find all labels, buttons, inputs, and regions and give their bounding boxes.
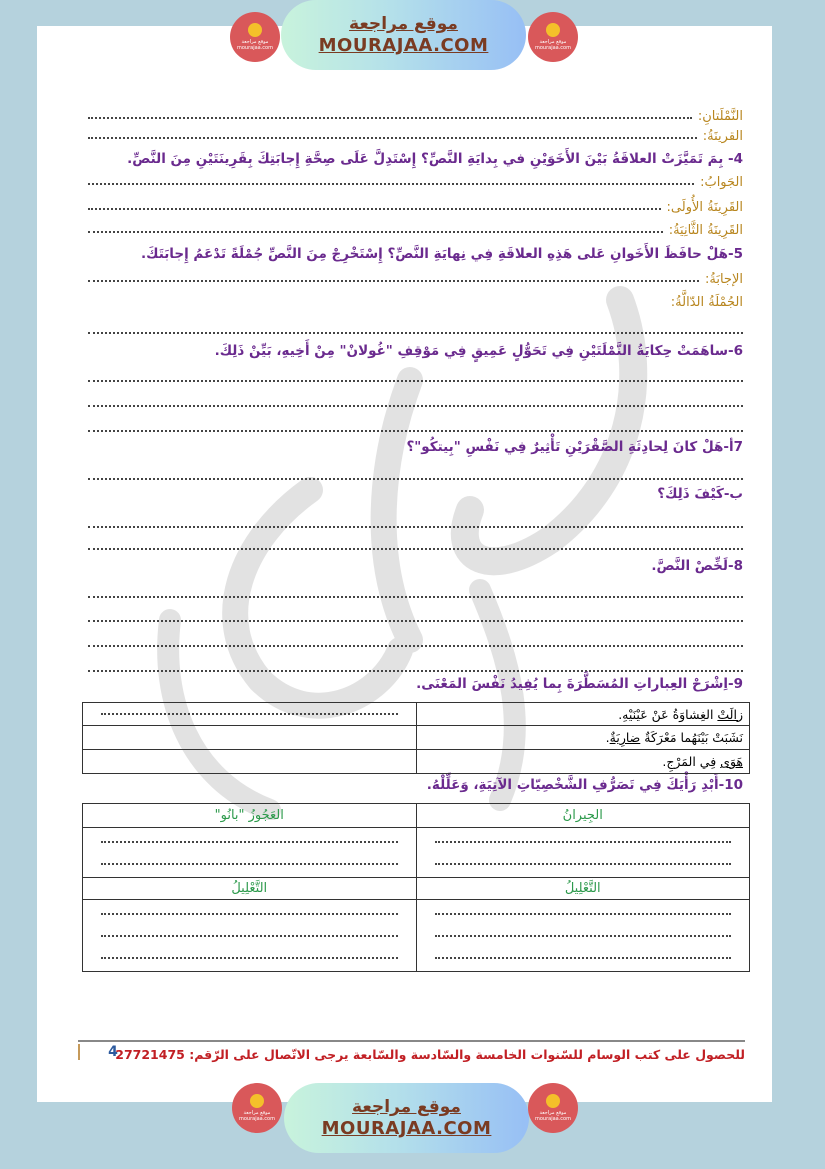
logo-icon	[546, 23, 560, 37]
label-qarina-thaniya: القَرِينَةُ الثَّانِيَةُ:	[668, 223, 743, 238]
dotted-answer-line[interactable]	[88, 182, 694, 185]
dotted-answer-line[interactable]	[101, 713, 398, 715]
underlined-word: هَوَى	[720, 754, 743, 769]
answer-cell[interactable]	[416, 900, 750, 972]
banner-english-title: MOURAJAA.COM	[321, 1118, 492, 1139]
expression-cell	[416, 750, 750, 774]
dotted-answer-line[interactable]	[435, 913, 732, 915]
header-justification: التَّعْلِيلُ	[83, 878, 417, 900]
dotted-answer-line[interactable]	[88, 620, 743, 622]
dotted-answer-line[interactable]	[88, 279, 699, 282]
site-logo-badge-left-bottom	[232, 1083, 282, 1133]
dotted-answer-line[interactable]	[88, 230, 663, 233]
answer-line-qarina-ula[interactable]	[88, 195, 743, 215]
table-row	[83, 750, 750, 774]
question-7a: 7أ-هَلْ كانَ لِحادِثَةِ الصَّقْرَيْنِ تَأْثِيرٌ فِي نَفْسِ "بِيتكُو"؟	[406, 439, 743, 455]
dotted-answer-line[interactable]	[88, 596, 743, 598]
dotted-answer-line[interactable]	[88, 526, 743, 528]
table-header-row	[83, 804, 750, 828]
dotted-answer-line[interactable]	[88, 670, 743, 672]
table-row	[83, 703, 750, 726]
logo-icon	[546, 1094, 560, 1108]
site-logo-badge-right-bottom	[528, 1083, 578, 1133]
dotted-answer-line[interactable]	[435, 957, 732, 959]
header-old-woman: العَجُوزُ "بانُو"	[83, 804, 417, 828]
expression-text: فِي المَرْجِ.	[662, 754, 721, 769]
dotted-answer-line[interactable]	[88, 207, 661, 210]
question-10: 10-أَبْدِ رَأْيَكَ فِي تَصَرُّفِ الشَّخْصِيّاتِ الآتِيَةِ، وَعَلِّلْهُ.	[426, 777, 743, 793]
dotted-answer-line[interactable]	[435, 935, 732, 937]
dotted-answer-line[interactable]	[101, 841, 398, 843]
expressions-table	[82, 702, 750, 774]
question-6: 6-ساهَمَتْ حِكايَةُ النَّمْلَتَيْنِ فِي تَحَوُّلٍ عَمِيقٍ فِي مَوْقِفِ "غُولانْ" مِنْ أَخِيهِ، بَيِّنْ ذَلِكَ.	[214, 343, 743, 359]
badge-text: موقع مراجعة	[539, 39, 567, 45]
answer-cell[interactable]	[416, 828, 750, 878]
banner-english-title: MOURAJAA.COM	[318, 35, 489, 56]
header-justification: التَّعْلِيلُ	[416, 878, 750, 900]
table-row	[83, 726, 750, 750]
table-subheader-row	[83, 878, 750, 900]
site-logo-badge-right	[528, 12, 578, 62]
answer-cell[interactable]	[83, 900, 417, 972]
expression-cell	[416, 703, 750, 726]
label-ijaba: الإجابَةُ:	[705, 272, 743, 287]
answer-line-jawab[interactable]	[88, 170, 743, 190]
answer-cell[interactable]	[83, 750, 417, 774]
site-logo-badge-left	[230, 12, 280, 62]
table-row	[83, 900, 750, 972]
badge-url: mourajaa.com	[534, 45, 571, 51]
dotted-answer-line[interactable]	[88, 332, 743, 334]
dotted-answer-line[interactable]	[101, 913, 398, 915]
question-9: 9-اِشْرَحْ العِباراتِ المُسَطَّرَةَ بِما يُفِيدُ نَفْسَ المَعْنَى.	[416, 676, 743, 692]
answer-line-jumla[interactable]	[88, 290, 743, 310]
label-namlatan: النَّمْلَتانِ:	[697, 109, 743, 124]
characters-opinion-table	[82, 803, 750, 972]
badge-url: mourajaa.com	[534, 1116, 571, 1122]
label-jumla-dalla: الجُمْلَةُ الدّالَّةُ:	[670, 295, 743, 310]
answer-cell[interactable]	[83, 828, 417, 878]
question-5: 5-هَلْ حافَظَ الأَخَوانِ عَلى هَذِهِ العلاقَةِ فِي نِهايَةِ النَّصِّ؟ إِسْتَخْرِجْ مِنَ النَّصِّ جُمْلَةً تَدْعَمُ إِجابَتَكَ.	[141, 246, 743, 262]
dotted-answer-line[interactable]	[88, 548, 743, 550]
answer-line-qarina[interactable]	[88, 124, 743, 144]
page-number: 4	[78, 1044, 146, 1060]
dotted-answer-line[interactable]	[88, 645, 743, 647]
underlined-word: ضارِيَةٌ	[609, 730, 641, 745]
banner-arabic-title: موقع مراجعة	[349, 14, 458, 34]
site-banner-top[interactable]	[281, 0, 526, 70]
footer-contact-text: للحصول على كتب الوسام للسّنوات الخامسة والسّادسة والسّابعة يرجى الاتّصال على الرّقم: 27721475	[115, 1047, 745, 1062]
site-banner-bottom[interactable]	[284, 1083, 529, 1153]
underlined-word: زالَتْ	[717, 706, 743, 722]
badge-url: mourajaa.com	[236, 45, 273, 51]
answer-cell[interactable]	[83, 703, 417, 726]
dotted-answer-line[interactable]	[88, 116, 692, 119]
expression-text: نَشَبَتْ بَيْنَهُما مَعْرَكَةٌ	[640, 730, 743, 745]
dotted-answer-line[interactable]	[101, 957, 398, 959]
banner-arabic-title: موقع مراجعة	[352, 1097, 461, 1117]
label-qarina-ula: القَرِينَةُ الأُولَى:	[666, 200, 743, 215]
label-qarina: القرينَةُ:	[702, 129, 743, 144]
question-4: 4- بِمَ تَمَيَّزَتْ العلاقَةُ بَيْنَ الأَخَوَيْنِ في بِدايَةِ النَّصِّ؟ إِسْتَدِلَّ عَلَى صِحَّةِ إِجابَتِكَ بِقَرِينَتَيْنِ مِنَ النَّصِّ.	[127, 151, 743, 167]
question-7b: ب-كَيْفَ ذَلِكَ؟	[657, 486, 743, 502]
dotted-answer-line[interactable]	[88, 405, 743, 407]
answer-line-qarina-thaniya[interactable]	[88, 218, 743, 238]
badge-text: موقع مراجعة	[241, 39, 269, 45]
dotted-answer-line[interactable]	[88, 478, 743, 480]
dotted-answer-line[interactable]	[101, 863, 398, 865]
expression-text: .	[605, 730, 610, 745]
page-footer	[78, 1040, 745, 1070]
dotted-answer-line[interactable]	[101, 935, 398, 937]
dotted-answer-line[interactable]	[88, 430, 743, 432]
badge-text: موقع مراجعة	[539, 1110, 567, 1116]
table-row	[83, 828, 750, 878]
label-jawab: الجَوابُ:	[700, 175, 743, 190]
dotted-answer-line[interactable]	[88, 136, 697, 139]
dotted-answer-line[interactable]	[88, 380, 743, 382]
question-8: 8-لَخِّصْ النَّصَّ.	[651, 558, 743, 574]
dotted-answer-line[interactable]	[435, 863, 732, 865]
logo-icon	[250, 1094, 264, 1108]
badge-url: mourajaa.com	[238, 1116, 275, 1122]
answer-line-ijaba[interactable]	[88, 267, 743, 287]
answer-line-namlatan[interactable]	[88, 104, 743, 124]
expression-cell	[416, 726, 750, 750]
header-neighbors: الجِيرانُ	[416, 804, 750, 828]
answer-cell[interactable]	[83, 726, 417, 750]
dotted-answer-line[interactable]	[435, 841, 732, 843]
logo-icon	[248, 23, 262, 37]
badge-text: موقع مراجعة	[243, 1110, 271, 1116]
expression-text: الغِشاوَةُ عَنْ عَيْنَيْهِ.	[618, 706, 718, 722]
